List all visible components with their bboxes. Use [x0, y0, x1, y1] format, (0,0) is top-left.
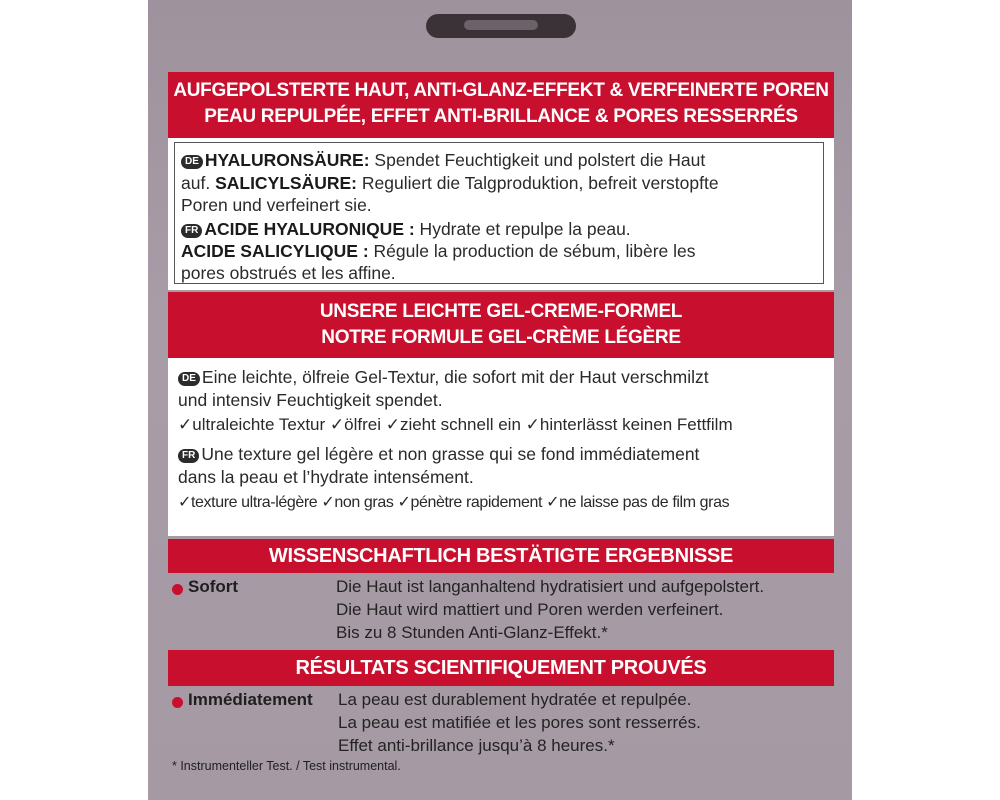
formula-fr-text: Une texture gel légère et non grasse qui se fond immédiatement — [201, 444, 700, 464]
results-fr-line-1: La peau est durablement hydratée et repulpée. — [338, 690, 692, 709]
de-badge-2: DE — [178, 372, 200, 386]
formula-de-checks: ✓ultraleichte Textur ✓ölfrei ✓zieht schnell ein ✓hinterlässt keinen Fettfilm — [178, 415, 733, 434]
box-tab-slot — [464, 20, 538, 30]
formula-fr-checks: ✓texture ultra-légère ✓non gras ✓pénètre rapidement ✓ne laisse pas de film gras — [178, 494, 730, 511]
hyaluron-de-text-cont: auf. — [181, 173, 216, 193]
results-fr-line-2: La peau est matifiée et les pores sont resserrés. — [338, 713, 701, 732]
salicyl-de-text: Reguliert die Talgproduktion, befreit verstopfte — [357, 173, 719, 193]
results-de-line-3: Bis zu 8 Stunden Anti-Glanz-Effekt.* — [336, 623, 608, 642]
salicyl-fr-label: ACIDE SALICYLIQUE : — [181, 241, 369, 261]
fr-badge: FR — [181, 224, 202, 238]
results-fr-banner — [168, 650, 834, 686]
hyaluron-de-label: HYALURONSÄURE: — [204, 150, 370, 170]
hyaluron-fr-text: Hydrate et repulpe la peau. — [414, 219, 631, 239]
benefits-banner — [168, 72, 834, 138]
results-de-banner — [168, 539, 834, 573]
product-box-panel — [148, 0, 852, 800]
results-de-line-2: Die Haut wird mattiert und Poren werden verfeinert. — [336, 600, 724, 619]
results-de-line-1: Die Haut ist langanhaltend hydratisiert und aufgepolstert. — [336, 577, 765, 596]
results-de-section — [168, 575, 834, 647]
ingredients-fr-line-2 — [181, 240, 696, 262]
results-fr-title: RÉSULTATS SCIENTIFIQUEMENT PROUVÉS — [295, 657, 707, 679]
ingredients-de-line-3: Poren und verfeinert sie. — [181, 195, 372, 215]
hyaluron-de-text: Spendet Feuchtigkeit und polstert die Haut — [369, 150, 706, 170]
hyaluron-fr-label: ACIDE HYALURONIQUE : — [204, 219, 415, 239]
formula-panel — [168, 358, 834, 536]
bullet-dot — [172, 584, 183, 595]
benefits-banner-line-fr: PEAU REPULPÉE, EFFET ANTI-BRILLANCE & PORES RESSERRÉS — [204, 106, 798, 127]
ingredients-de-line-1 — [181, 149, 705, 171]
benefits-banner-line-de: AUFGEPOLSTERTE HAUT, ANTI-GLANZ-EFFEKT & VERFEINERTE POREN — [173, 80, 829, 101]
salicyl-de-label: SALICYLSÄURE: — [215, 173, 358, 193]
results-fr-line-3: Effet anti-brillance jusqu’à 8 heures.* — [338, 736, 615, 755]
formula-banner — [168, 292, 834, 358]
formula-de-line-2: und intensiv Feuchtigkeit spendet. — [178, 390, 443, 410]
formula-banner-line-de: UNSERE LEICHTE GEL-CREME-FORMEL — [319, 301, 683, 322]
formula-de-line-1 — [178, 366, 709, 388]
box-tab — [426, 14, 576, 38]
results-fr-label: Immédiatement — [188, 690, 313, 709]
formula-de-text: Eine leichte, ölfreie Gel-Textur, die sofort mit der Haut verschmilzt — [201, 367, 709, 387]
footnote: * Instrumenteller Test. / Test instrumental. — [172, 759, 401, 773]
results-de-label: Sofort — [188, 577, 239, 596]
formula-fr-line-1 — [178, 443, 699, 465]
salicyl-fr-text: Régule la production de sébum, libère les — [368, 241, 696, 261]
results-de-title: WISSENSCHAFTLICH BESTÄTIGTE ERGEBNISSE — [268, 545, 734, 567]
fr-badge-2: FR — [178, 449, 199, 463]
formula-fr-line-2: dans la peau et l’hydrate intensément. — [178, 467, 474, 487]
ingredients-fr-line-3: pores obstrués et les affine. — [181, 263, 396, 283]
ingredients-fr-line-1 — [181, 218, 631, 240]
results-fr-section — [168, 688, 834, 760]
ingredients-de-line-2 — [181, 172, 719, 194]
ingredients-frame — [174, 142, 824, 284]
bullet-dot — [172, 697, 183, 708]
formula-banner-line-fr: NOTRE FORMULE GEL-CRÈME LÉGÈRE — [321, 327, 681, 348]
ingredients-panel — [168, 138, 834, 290]
de-badge: DE — [181, 155, 203, 169]
